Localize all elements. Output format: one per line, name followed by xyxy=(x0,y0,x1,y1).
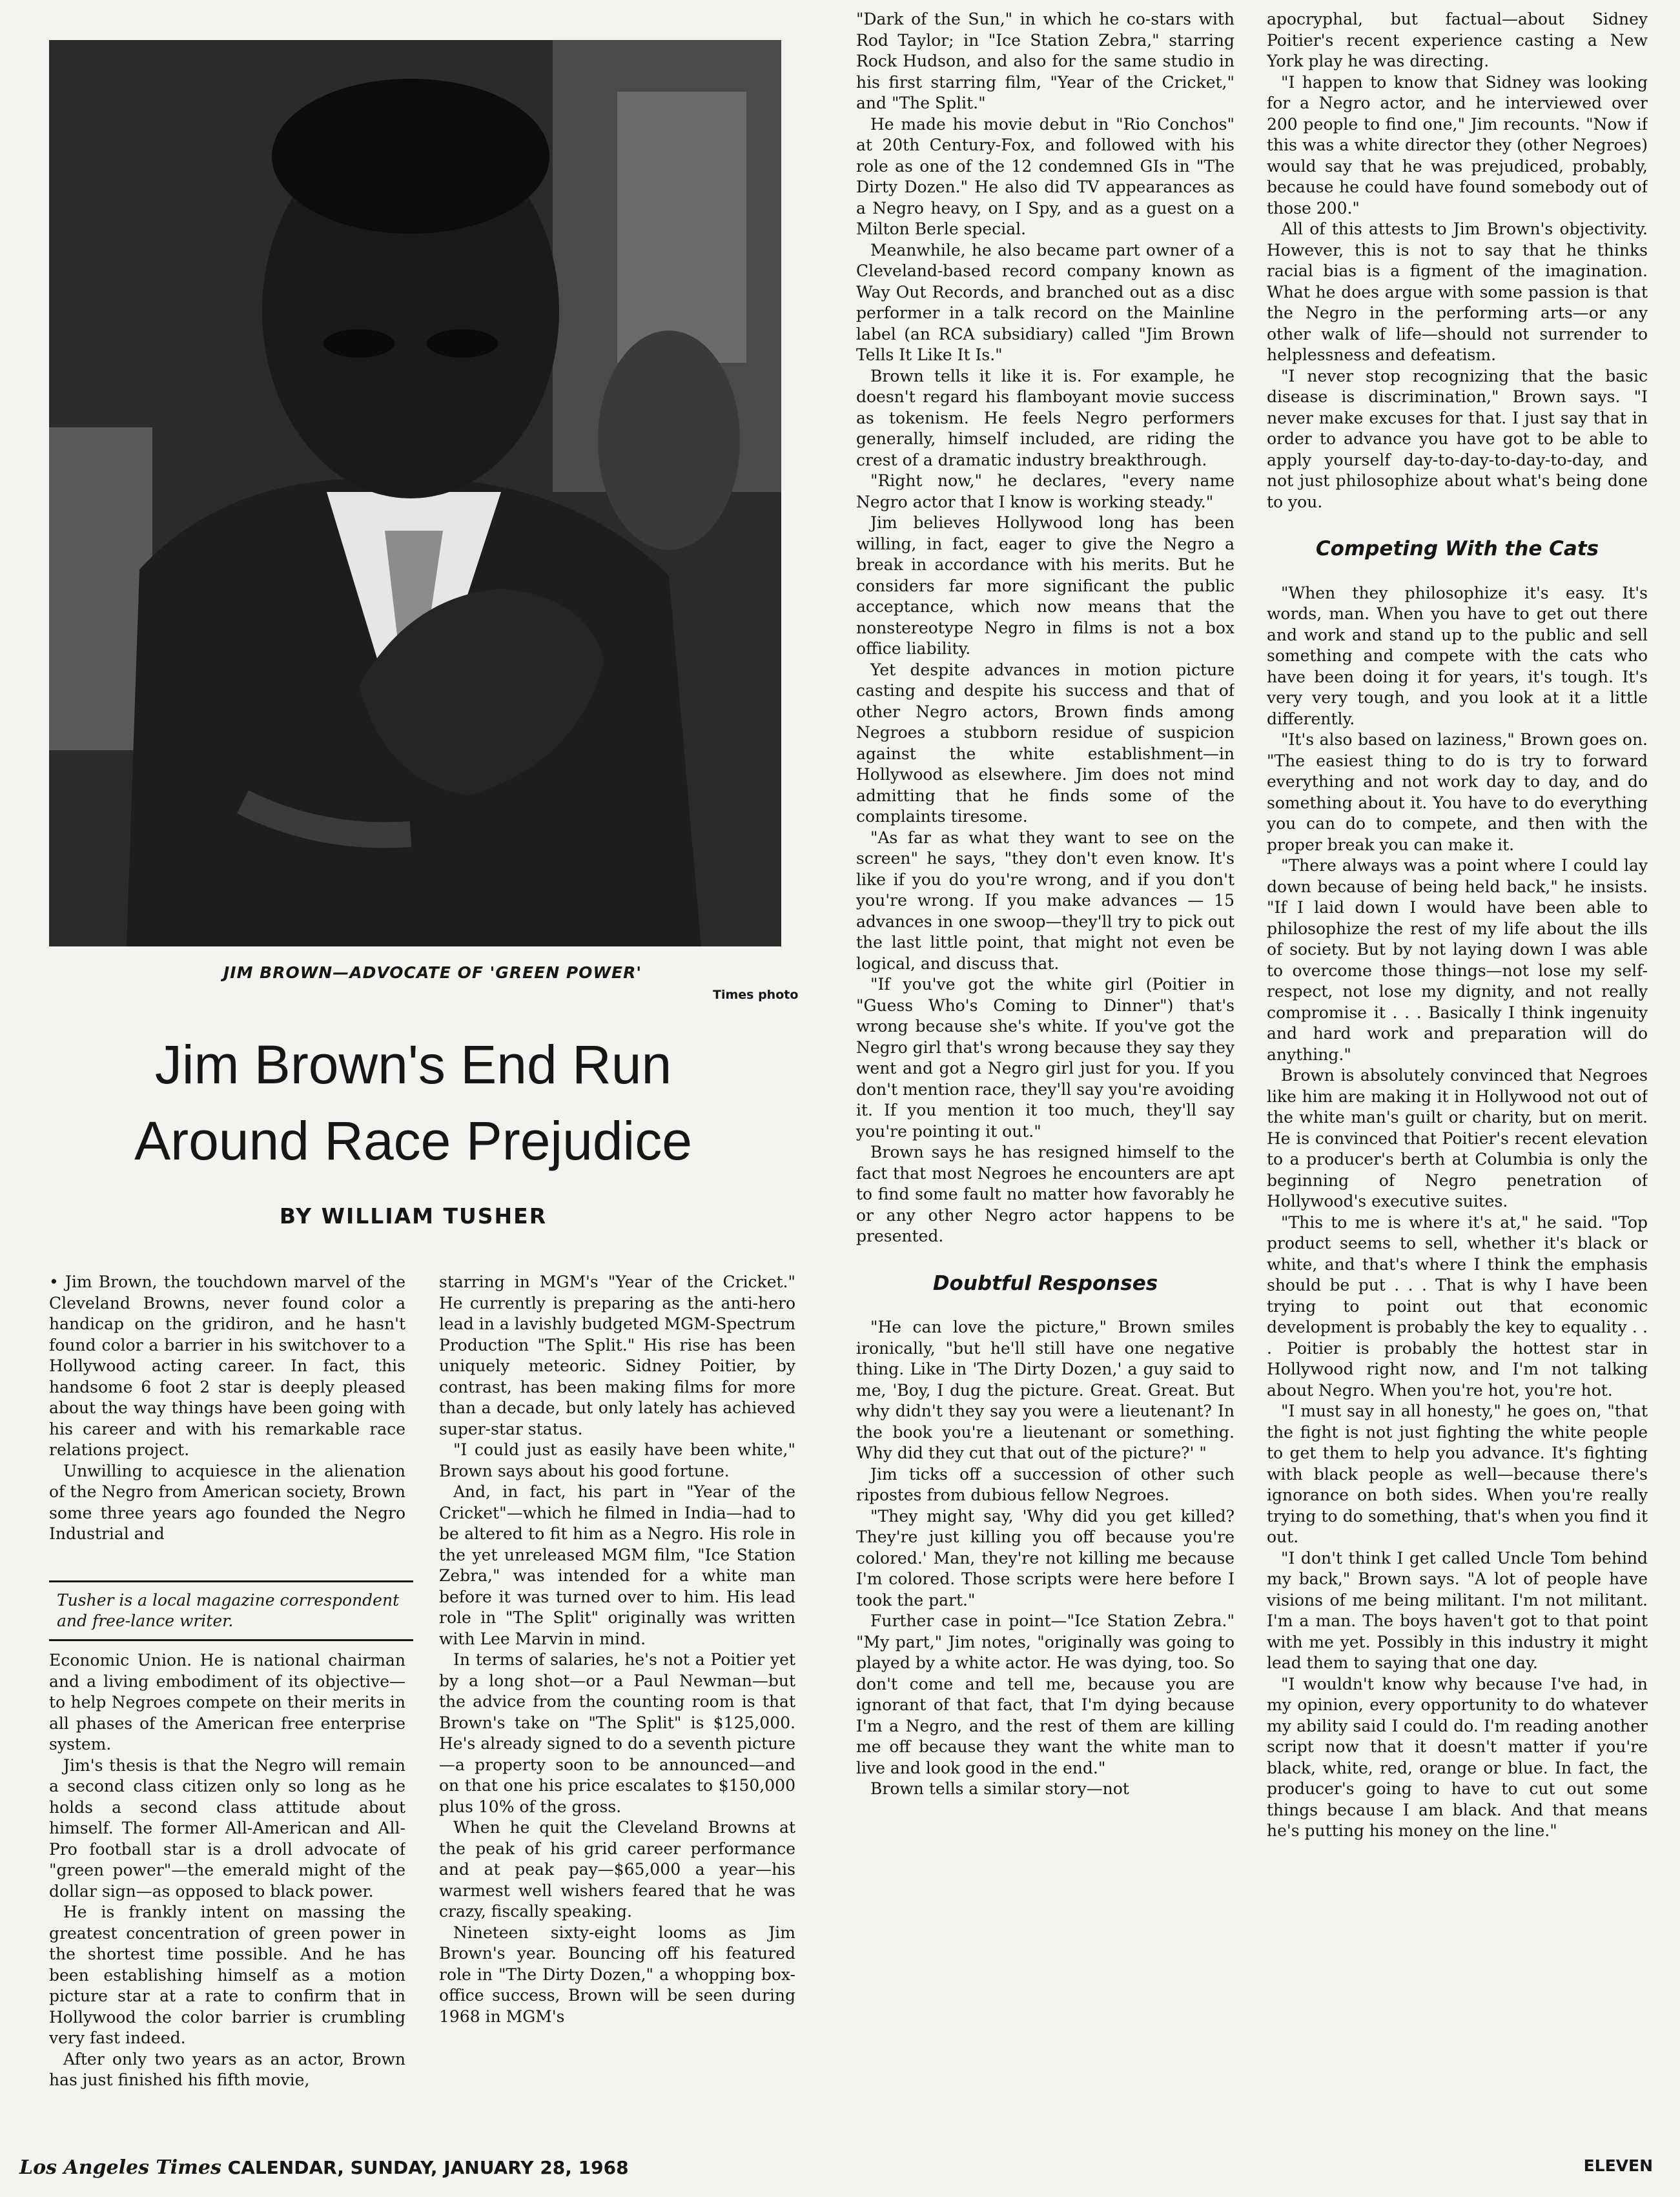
column-3 xyxy=(856,9,1234,2141)
paragraph: After only two years as an actor, Brown has just finished his fifth movie, xyxy=(49,2049,405,2089)
photo-caption: JIM BROWN—ADVOCATE OF 'GREEN POWER' xyxy=(223,963,642,982)
paragraph: "I must say in all honesty," he goes on, "that the fight is not just fighting the white people to get them to help you advance. It's fighting with black people as well—because there's ignorance on both sides. When you're really trying to do something, that's when you find it out. xyxy=(1267,1402,1648,1546)
page-footer xyxy=(19,2156,1653,2179)
paragraph: Nineteen sixty-eight looms as Jim Brown's year. Bouncing off his featured role in "The Dirty Dozen," a whopping box-office success, Brown will be seen during 1968 in MGM's xyxy=(439,1923,795,2026)
paragraph: • Jim Brown, the touchdown marvel of the Cleveland Browns, never found color a handicap on the gridiron, and he hasn't found color a barrier in his switchover to a Hollywood acting career. In fact, this handsome 6 foot 2 star is deeply pleased about the way things have been going with his career and with his remarkable race relations project. xyxy=(49,1272,405,1459)
paragraph: "I happen to know that Sidney was looking for a Negro actor, and he interviewed over 200 people to find one," Jim recounts. "Now if this was a white director they (other Negroes) would say that he was prejudiced, probably, because he could have found somebody out of those 200." xyxy=(1267,72,1648,218)
headline-line1: Jim Brown's End Run xyxy=(154,1034,672,1095)
column-2 xyxy=(439,1272,795,2141)
page-number: ELEVEN xyxy=(1583,2156,1653,2175)
paragraph: "There always was a point where I could lay down because of being held back," he insists. "If I laid down I would have been able to philosophize the rest of my life about the ills of society. But by not laying down I was able to overcome those things—not lose my self-respect, not lose my dignity, and not really compromise it . . . Basically I think ingenuity and hard work and preparation will do anything." xyxy=(1267,856,1648,1064)
paragraph: Brown says he has resigned himself to the fact that most Negroes he encounters are apt to find some fault no matter how favorably he or any other Negro actor happens to be presented. xyxy=(856,1143,1234,1245)
paragraph: And, in fact, his part in "Year of the Cricket"—which he filmed in India—had to be altered to fit him as a Negro. His role in the yet unreleased MGM film, "Ice Station Zebra," was intended for a white man before it was turned over to him. His lead role in "The Split" originally was written with Lee Marvin in mind. xyxy=(439,1482,795,1648)
paragraph: "When they philosophize it's easy. It's words, man. When you have to get out there and work and stand up to the public and sell something and compete with the cats who have been doing it for years, it's tough. It's very very tough, and you look at it a little differently. xyxy=(1267,583,1648,728)
headline xyxy=(58,1027,768,1179)
paragraph: He is frankly intent on massing the greatest concentration of green power in the shortest time possible. And he has been establishing himself as a motion picture star at a rate to confirm that in Hollywood the color barrier is crumbling very fast indeed. xyxy=(49,1903,405,2047)
paragraph: "As far as what they want to see on the screen" he says, "they don't even know. It's like if you do you're wrong, and if you don't you're wrong. If you make advances — 15 advances in one swoop—they'll try to pick out the last little point, that might not even be logical, and discuss that. xyxy=(856,828,1234,973)
paragraph: Further case in point—"Ice Station Zebra." "My part," Jim notes, "originally was going to played by a white actor. He was dying, too. So don't come and tell me, because you are ignorant of that fact, that I'm dying because I'm a Negro, and the rest of them are killing me off because they want the white man to live and look good in the end." xyxy=(856,1611,1234,1777)
byline: BY WILLIAM TUSHER xyxy=(279,1203,548,1229)
paragraph: "They might say, 'Why did you get killed? They're just killing you off because you're colored.' Man, they're not killing me because I'm colored. Those scripts were here before I took the part." xyxy=(856,1506,1234,1609)
newspaper-name: Los Angeles Times xyxy=(19,2156,221,2179)
paragraph: "I wouldn't know why because I've had, in my opinion, every opportunity to do whatever my ability said I could do. I'm reading another script now that it doesn't matter if you're black, white, red, orange or blue. In fact, the producer's going to have to cut out some things because I am black. And that means he's putting his money on the line." xyxy=(1267,1674,1648,1840)
photo-credit: Times photo xyxy=(713,988,799,1002)
paragraph: When he quit the Cleveland Browns at the peak of his grid career performance and at peak pay—$65,000 a year—his warmest well wishers feared that he was crazy, fiscally speaking. xyxy=(439,1818,795,1921)
headline-line2: Around Race Prejudice xyxy=(134,1110,692,1171)
subhead-doubtful-responses: Doubtful Responses xyxy=(932,1271,1158,1295)
column-1a xyxy=(49,1272,405,1569)
paragraph: Jim's thesis is that the Negro will remain a second class citizen only so long as he holds a second class attitude about himself. The former All-American and All-Pro football star is a droll advocate of "green power"—the emerald might of the dollar sign—as opposed to black power. xyxy=(49,1755,405,1901)
paragraph: Brown tells a similar story—not xyxy=(870,1779,1129,1798)
paragraph: "This to me is where it's at," he said. "Top product seems to sell, whether it's black or white, and that's where I think the emphasis should be put . . . That is why I have been trying to point out that economic development is probably the key to equality . . . Poitier is probably the hottest star in Hollywood right now, and I'm not talking about Negro. When you're hot, you're hot. xyxy=(1267,1212,1648,1400)
column-4 xyxy=(1267,9,1648,2141)
paragraph: Unwilling to acquiesce in the alienation of the Negro from American society, Brown some three years ago founded the Negro Industrial and xyxy=(49,1461,405,1543)
paragraph: Jim believes Hollywood long has been willing, in fact, eager to give the Negro a break in accordance with his merits. But he considers far more significant the public acceptance, which now means that the nonstereotype Negro in films is not a box office liability. xyxy=(856,513,1234,658)
paragraph: Economic Union. He is national chairman and a living embodiment of its objective—to help Negroes compete on their merits in all phases of the American free enterprise system. xyxy=(49,1651,405,1753)
paragraph: "I don't think I get called Uncle Tom behind my back," Brown says. "A lot of people have visions of me being militant. I'm not militant. I'm a man. The boys haven't got to that point with me yet. Possibly in this industry it might lead them to saying that one day. xyxy=(1267,1548,1648,1672)
paragraph: Yet despite advances in motion picture casting and despite his success and that of other Negro actors, Brown finds among Negroes a stubborn residue of suspicion against the white establishment—in Hollywood as elsewhere. Jim does not mind admitting that he finds some of the complaints tiresome. xyxy=(856,660,1234,826)
paragraph: In terms of salaries, he's not a Poitier yet by a long shot—or a Paul Newman—but the advice from the counting room is that Brown's take on "The Split" is $125,000. He's already signed to do a seventh picture—a property soon to be announced—and on that one his price escalates to $150,000 plus 10% of the gross. xyxy=(439,1650,795,1816)
paragraph: "It's also based on laziness," Brown goes on. "The easiest thing to do is try to forward everything and not work day to day, and do something about it. You have to do everything you can do to compete, and then with the proper break you can make it. xyxy=(1267,730,1648,854)
article-photo xyxy=(49,40,781,946)
author-note: Tusher is a local magazine correspondent and free-lance writer. xyxy=(49,1580,413,1641)
paragraph: "I could just as easily have been white," Brown says about his good fortune. xyxy=(439,1440,795,1480)
paragraph: apocryphal, but factual—about Sidney Poitier's recent experience casting a New York play he was directing. xyxy=(1267,10,1648,70)
paragraph: Jim ticks off a succession of other such ripostes from dubious fellow Negroes. xyxy=(856,1464,1234,1504)
paragraph: "If you've got the white girl (Poitier in "Guess Who's Coming to Dinner") that's wrong because she's white. If you've got the Negro girl that's wrong because they say they went and got a Negro girl just for you. If you don't mention race, they'll say you're avoiding it. If you mention it too much, they'll say you're pointing it out." xyxy=(856,975,1234,1141)
subhead-competing-with-the-cats: Competing With the Cats xyxy=(1315,537,1599,560)
paragraph: Brown tells it like it is. For example, he doesn't regard his flamboyant movie success as tokenism. He feels Negro performers generally, himself included, are riding the crest of a dramatic industry breakthrough. xyxy=(856,366,1234,469)
paragraph: "He can love the picture," Brown smiles ironically, "but he'll still have one negative thing. Like in 'The Dirty Dozen,' a guy said to me, 'Boy, I dug the picture. Great. Great. But why didn't they say you were a lieutenant? In the book you're a lieutenant or something. Why did they cut that out of the picture?' " xyxy=(856,1318,1234,1462)
paragraph: "Dark of the Sun," in which he co-stars with Rod Taylor; in "Ice Station Zebra," starring Rock Hudson, and also for the same studio in his first starring film, "Year of the Cricket," and "The Split." xyxy=(856,10,1234,112)
paragraph: He made his movie debut in "Rio Conchos" at 20th Century-Fox, and followed with his role as one of the 12 condemned GIs in "The Dirty Dozen." He also did TV appearances as a Negro heavy, on I Spy, and as a guest on a Milton Berle special. xyxy=(856,114,1234,238)
paragraph: starring in MGM's "Year of the Cricket." He currently is preparing as the anti-hero lead in a lavishly budgeted MGM-Spectrum Production "The Split." His rise has been uniquely meteoric. Sidney Poitier, by contrast, has been making films for more than a decade, but only lately has achieved super-star status. xyxy=(439,1272,795,1438)
paragraph: All of this attests to Jim Brown's objectivity. However, this is not to say that he thinks racial bias is a figment of the imagination. What he does argue with some passion is that the Negro in the performing arts—or any other walk of life—should not surrender to helplessness and defeatism. xyxy=(1267,220,1648,364)
paragraph: "Right now," he declares, "every name Negro actor that I know is working steady." xyxy=(856,471,1234,511)
paragraph: Meanwhile, he also became part owner of a Cleveland-based record company known as Way Out Records, and branched out as a disc performer in a talk record on the Mainline label (an RCA subsidiary) called "Jim Brown Tells It Like It Is." xyxy=(856,240,1234,364)
paragraph: "I never stop recognizing that the basic disease is discrimination," Brown says. "I never make excuses for that. I just say that in order to advance you have got to be able to apply yourself day-to-day-to-day-to-day, and not just philosophize about what's being done to you. xyxy=(1267,366,1648,511)
column-1b xyxy=(49,1650,405,2141)
section-date: CALENDAR, SUNDAY, JANUARY 28, 1968 xyxy=(227,2157,629,2178)
paragraph: Brown is absolutely convinced that Negroes like him are making it in Hollywood not out of the white man's guilt or charity, but on merit. He is convinced that Poitier's recent elevation to a producer's berth at Columbia is only the beginning of Negro penetration of Hollywood's executive suites. xyxy=(1267,1066,1648,1211)
